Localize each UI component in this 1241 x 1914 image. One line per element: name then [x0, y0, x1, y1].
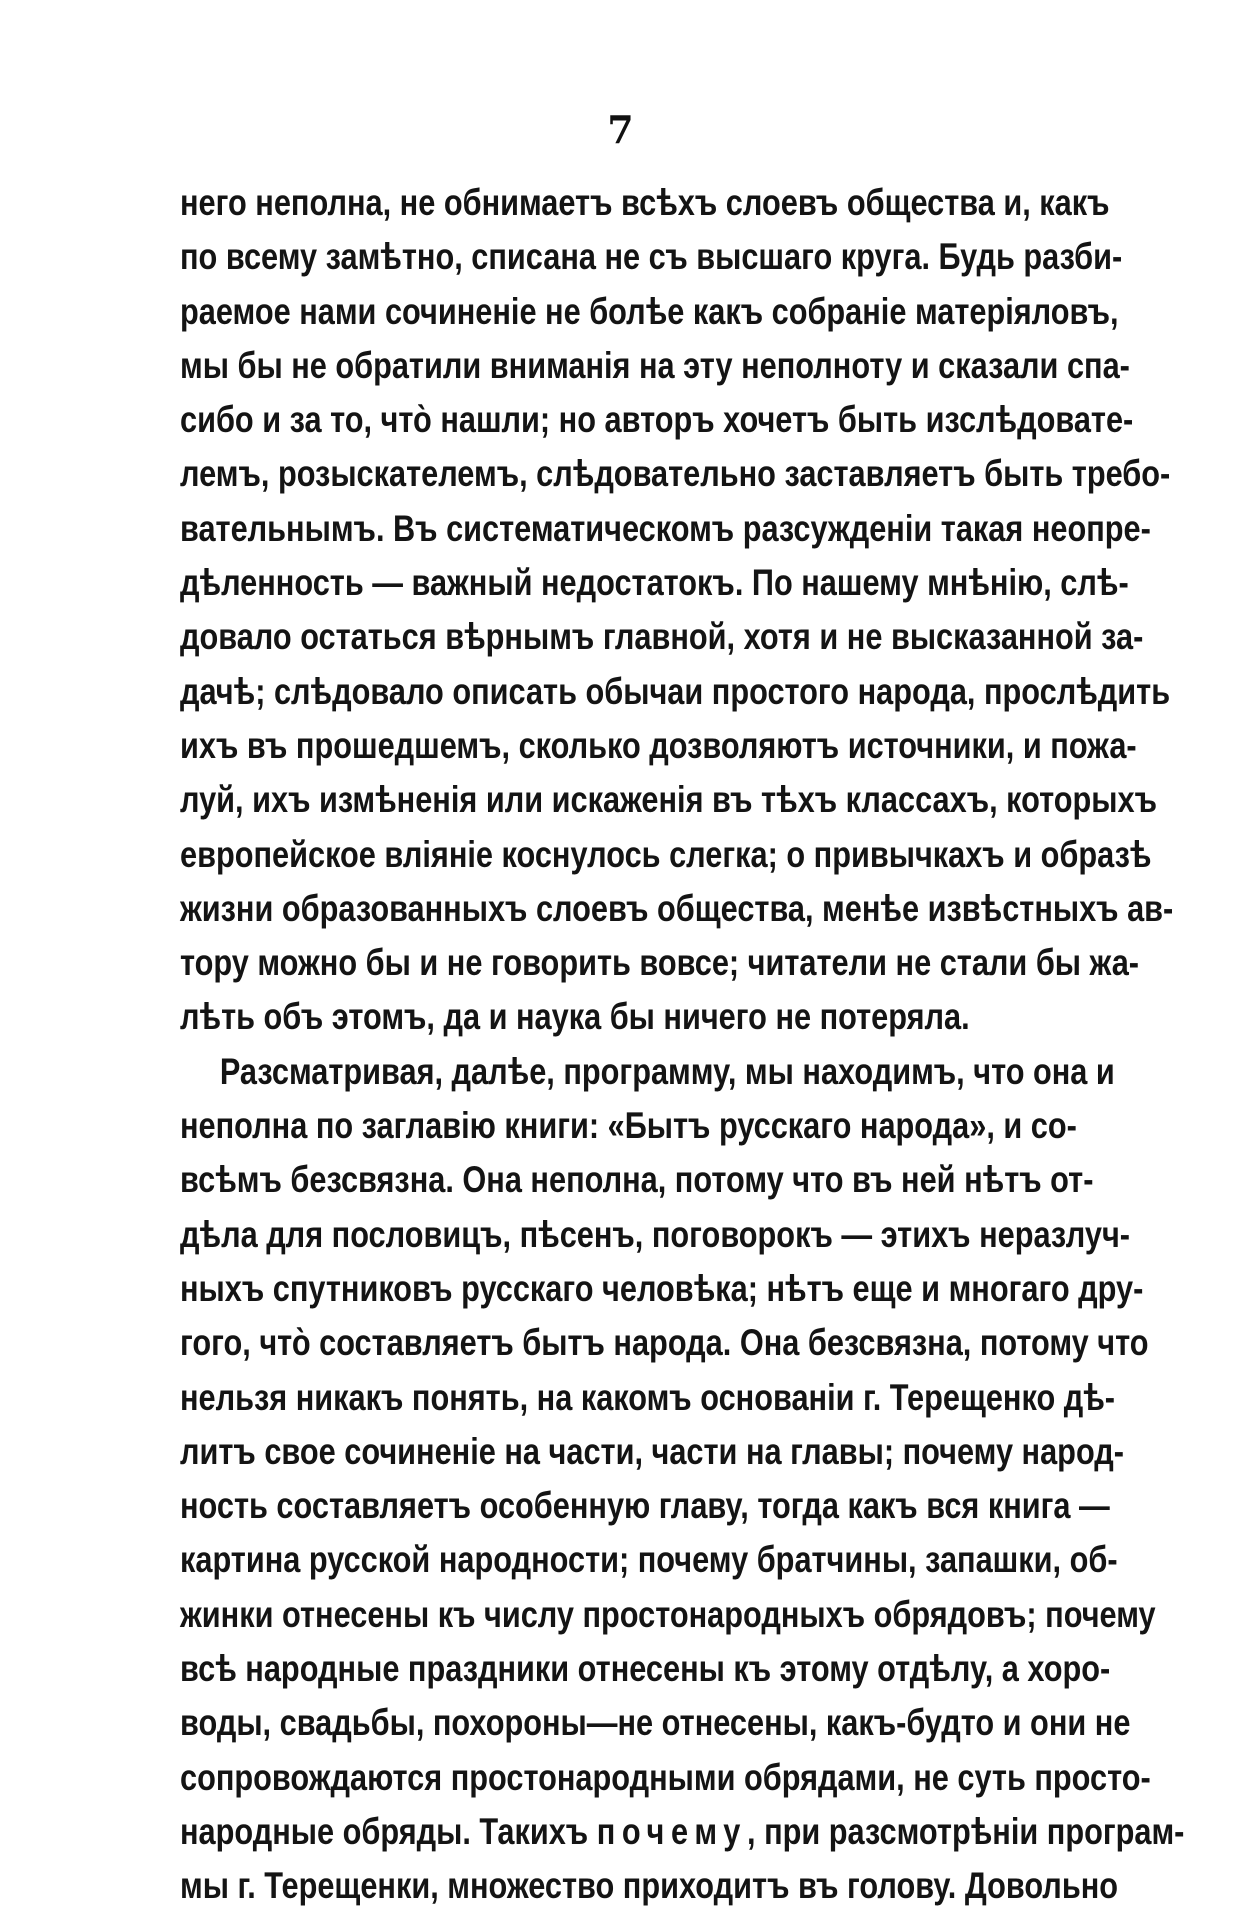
text-line: раемое нами сочиненіе не болѣе какъ собраніе матеріяловъ,: [180, 290, 1119, 332]
text-line: воды, свадьбы, похороны—не отнесены, какъ-будто и они не: [180, 1702, 1131, 1744]
text-line: лемъ, розыскателемъ, слѣдовательно заставляетъ быть требо-: [180, 453, 1171, 495]
text-line: неполна по заглавію книги: «Бытъ русскаго народа», и со-: [180, 1105, 1077, 1147]
text-line: ихъ въ прошедшемъ, сколько дозволяютъ источники, и пожа-: [180, 724, 1137, 766]
text-line: сибо и за то, что̀ нашли; но авторъ хочетъ быть изслѣдовате-: [180, 399, 1134, 441]
text-line: мы бы не обратили вниманія на эту неполноту и сказали спа-: [180, 344, 1130, 386]
text-line: вательнымъ. Въ систематическомъ разсужденіи такая неопре-: [180, 507, 1151, 549]
page-number: 7: [607, 107, 634, 152]
text-segment: , при разсмотрѣніи програм-: [747, 1810, 1185, 1852]
text-line: картина русской народности; почему братчины, запашки, об-: [180, 1539, 1118, 1581]
text-line: [180, 1805, 1185, 1859]
text-line: ность составляетъ особенную главу, тогда какъ вся книга —: [180, 1485, 1110, 1527]
body-text: [180, 176, 1185, 1914]
text-line: него неполна, не обнимаетъ всѣхъ слоевъ общества и, какъ: [180, 182, 1110, 223]
text-line: лѣть объ этомъ, да и наука бы ничего не потеряла.: [180, 996, 970, 1038]
text-line: по всему замѣтно, списана не съ высшаго круга. Будь разби-: [180, 236, 1123, 278]
text-line: сопровождаются простонародными обрядами, не суть просто-: [180, 1756, 1151, 1798]
text-line: европейское вліяніе коснулось слегка; о привычкахъ и образѣ: [180, 833, 1152, 875]
text-line: ныхъ спутниковъ русскаго человѣка; нѣтъ еще и многаго дру-: [180, 1267, 1144, 1309]
text-line: мы г. Терещенки, множество приходитъ въ голову. Довольно: [180, 1865, 1119, 1907]
text-line: дѣленность — важный недостатокъ. По нашему мнѣнію, слѣ-: [180, 562, 1129, 604]
text-line: луй, ихъ измѣненія или искаженія въ тѣхъ классахъ, которыхъ: [180, 779, 1157, 821]
text-line: нельзя никакъ понять, на какомъ основаніи г. Терещенко дѣ-: [180, 1376, 1116, 1418]
text-line: Разсматривая, далѣе, программу, мы находимъ, что она и: [219, 1050, 1115, 1092]
text-line: дѣла для пословицъ, пѣсенъ, поговорокъ — этихъ неразлуч-: [180, 1213, 1131, 1255]
spaced-emphasis: почему: [596, 1810, 748, 1852]
text-line: довало остаться вѣрнымъ главной, хотя и не высказанной за-: [180, 616, 1144, 658]
text-line: тору можно бы и не говорить вовсе; читатели не стали бы жа-: [180, 942, 1140, 984]
text-segment: народные обряды. Такихъ: [180, 1810, 589, 1852]
text-line: дачѣ; слѣдовало описать обычаи простого народа, прослѣдить: [180, 670, 1171, 712]
text-line: литъ свое сочиненіе на части, части на главы; почему народ-: [180, 1430, 1125, 1472]
text-line: всѣмъ безсвязна. Она неполна, потому что въ ней нѣтъ от-: [180, 1159, 1094, 1201]
text-line: жизни образованныхъ слоевъ общества, менѣе извѣстныхъ ав-: [180, 887, 1174, 929]
text-line: всѣ народные праздники отнесены къ этому отдѣлу, а хоро-: [180, 1648, 1111, 1690]
text-line: жинки отнесены къ числу простонародныхъ обрядовъ; почему: [180, 1593, 1156, 1635]
text-line: гого, что̀ составляетъ бытъ народа. Она безсвязна, потому что: [180, 1322, 1149, 1364]
